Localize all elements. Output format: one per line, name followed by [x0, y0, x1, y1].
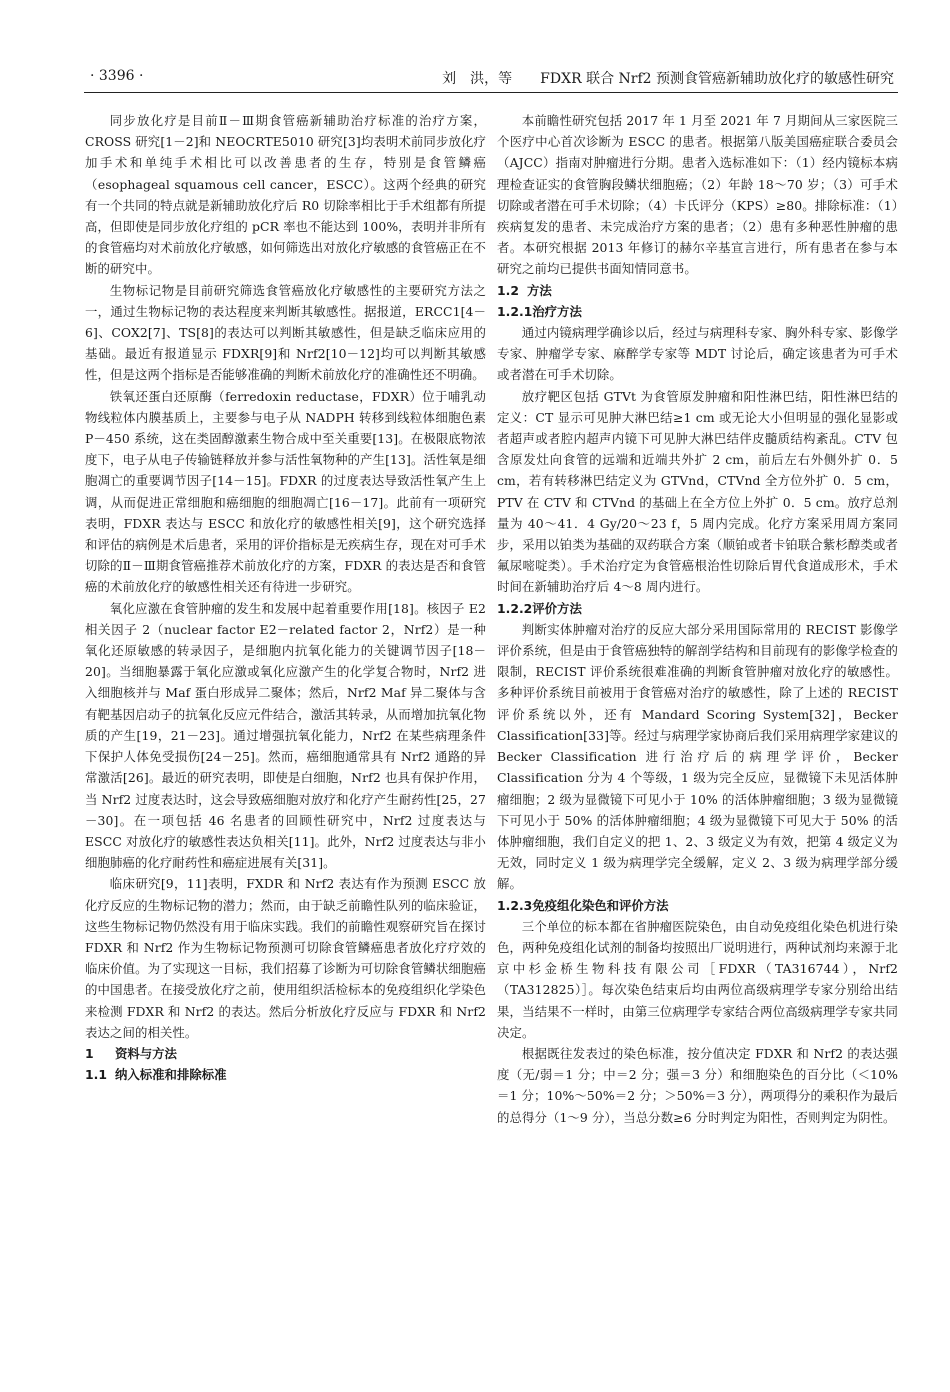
- subsubsection-number: 1.2.3: [497, 897, 533, 913]
- subsubsection-title: 免疫组化染色和评价方法: [532, 897, 669, 913]
- paragraph: 判断实体肿瘤对治疗的反应大部分采用国际常用的 RECIST 影像学评价系统，但是由于食管癌独特的解剖学结构和目前现有的影像学检查的限制，RECIST 评价系统很难准确的判断食管肿瘤对放化疗的敏感性。多种评价系统目前被用于食管癌对治疗的敏感性，除了上述的 RECIST 评价系统以外，还有 Mandard Scoring System[32]，Becker Classification[33]等。经过与病理学家协商后我们采用病理学家建议的 Becker Classification 进行治疗后的病理学评价，Becker Classification 分为 4 个等级，1 级为完全反应，显微镜下未见活体肿瘤细胞；2 级为显微镜下可见小于 10% 的活体肿瘤细胞；3 级为显微镜下可见小于 50% 的活体肿瘤细胞；4 级为显微镜下可见大于 50% 的活体肿瘤细胞，我们自定义的把 1、2、3 级定义为有效，把第 4 级定义为无效，同时定义 1 级为病理学完全缓解，定义 2、3 级为病理学部分缓解。: [497, 621, 898, 892]
- paragraph: 本前瞻性研究包括 2017 年 1 月至 2021 年 7 月期间从三家医院三个医疗中心首次诊断为 ESCC 的患者。根据第八版美国癌症联合委员会（AJCC）指南对肿瘤进行分期。患者入选标准如下：（1）经内镜标本病理检查证实的食管胸段鳞状细胞癌；（2）年龄 18～70 岁；（3）可手术切除或者潜在可手术切除；（4）卡氏评分（KPS）≥80。排除标准：（1）疾病复发的患者、未完成治疗方案的患者；（2）患有多种恶性肿瘤的患者。本研究根据 2013 年修订的赫尔辛基宣言进行，所有患者在参与本研究之前均已提供书面知情同意书。: [497, 113, 898, 277]
- subsection-title: 纳入标准和排除标准: [115, 1067, 227, 1083]
- subsubsection-number: 1.2.1: [497, 303, 533, 319]
- subsubsection-heading: [497, 301, 898, 322]
- subsection-title: 方法: [527, 282, 552, 298]
- section-heading: [85, 1043, 486, 1064]
- subsection-number: 1.2: [497, 282, 519, 298]
- subsubsection-number: 1.2.2: [497, 600, 533, 616]
- running-title: 刘 洪，等 FDXR 联合 Nrf2 预测食管癌新辅助放化疗的敏感性研究: [442, 71, 894, 87]
- subsection-heading: [85, 1064, 486, 1085]
- page-number: · 3396 ·: [90, 68, 144, 84]
- section-title: 资料与方法: [115, 1045, 177, 1061]
- left-column: [85, 110, 486, 1085]
- paragraph: 三个单位的标本都在省肿瘤医院染色，由自动免疫组化染色机进行染色，两种免疫组化试剂的制备均按照出厂说明进行，两种试剂均来源于北京中杉金桥生物科技有限公司［FDXR（TA316744），Nrf2（TA312825）］。每次染色结束后均由两位高级病理学专家分别给出结果，当结果不一样时，由第三位病理学专家结合两位高级病理学专家共同决定。: [497, 918, 898, 1040]
- right-column: [497, 110, 898, 1128]
- paragraph: 通过内镜病理学确诊以后，经过与病理科专家、胸外科专家、影像学专家、肿瘤学专家、麻醉学专家等 MDT 讨论后，确定该患者为可手术或者潜在可手术切除。: [497, 325, 898, 383]
- paragraph: 同步放化疗是目前Ⅱ－Ⅲ期食管癌新辅助治疗标准的治疗方案，CROSS 研究[1－2]和 NEOCRTE5010 研究[3]均表明术前同步放化疗加手术和单纯手术相比可以改善患者的生存，特别是食管鳞癌（esophageal squamous cell cancer，ESCC）。这两个经典的研究有一个共同的特点就是新辅助放化疗后 R0 切除率相比于手术组都有所提高，但即使是同步放化疗组的 pCR 率也不能达到 100%，表明并非所有的食管癌均对术前放化疗敏感，如何筛选出对放化疗敏感的食管癌正在不断的研究中。: [85, 113, 486, 277]
- section-number: 1: [85, 1045, 94, 1061]
- subsubsection-heading: [497, 895, 898, 916]
- paragraph: 放疗靶区包括 GTVt 为食管原发肿瘤和阳性淋巴结，阳性淋巴结的定义：CT 显示可见肿大淋巴结≥1 cm 或无论大小但明显的强化显影或者超声或者腔内超声内镜下可见肿大淋巴结伴皮髓质结构紊乱。CTV 包含原发灶向食管的远端和近端共外扩 2 cm，前后左右外侧外扩 0．5 cm，若有转移淋巴结定义为 GTVnd，CTVnd 全方位外扩 0．5 cm，PTV 在 CTV 和 CTVnd 的基础上在全方位上外扩 0．5 cm。放疗总剂量为 40～41．4 Gy/20～23 f，5 周内完成。化疗方案采用周方案同步，采用以铂类为基础的双药联合方案（顺铂或者卡铂联合紫杉醇类或者氟尿嘧啶类）。手术治疗定为食管癌根治性切除后胃代食道成形术，手术时间在新辅助治疗后 4～8 周内进行。: [497, 388, 898, 595]
- paragraph: 临床研究[9，11]表明，FXDR 和 Nrf2 表达有作为预测 ESCC 放化疗反应的生物标记物的潜力；然而，由于缺乏前瞻性队列的临床验证，这些生物标记物仍然没有用于临床实践。我们的前瞻性观察研究旨在探讨 FDXR 和 Nrf2 作为生物标记物预测可切除食管鳞癌患者放化疗疗效的临床价值。为了实现这一目标，我们招募了诊断为可切除食管鳞状细胞癌的中国患者。在接受放化疗之前，使用组织活检标本的免疫组织化学染色来检测 FDXR 和 Nrf2 的表达。然后分析放化疗反应与 FDXR 和 Nrf2 表达之间的相关性。: [85, 876, 486, 1040]
- paragraph: 铁氧还蛋白还原酶（ferredoxin reductase，FDXR）位于哺乳动物线粒体内膜基质上，主要参与电子从 NADPH 转移到线粒体细胞色素 P－450 系统，这在类固醇激素生物合成中至关重要[13]。在极限底物浓度下，电子从电子传输链释放并参与活性氧物种的产生[13]。活性氧是细胞凋亡的重要调节因子[14－15]。FDXR 的过度表达导致活性氧产生上调，从而促进正常细胞和癌细胞的细胞凋亡[16－17]。此前有一项研究表明，FDXR 表达与 ESCC 和放化疗的敏感性相关[9]，这个研究选择和评估的病例是术后患者，采用的评价指标是无疾病生存，现在对可手术切除的Ⅱ－Ⅲ期食管癌推荐术前放化疗的方案，FDXR 的表达是否和食管癌的术前放化疗的敏感性相关还有待进一步研究。: [85, 388, 486, 595]
- paragraph: 生物标记物是目前研究筛选食管癌放化疗敏感性的主要研究方法之一，通过生物标记物的表达程度来判断其敏感性。据报道，ERCC1[4－6]、COX2[7]、TS[8]的表达可以判断其敏感性，但是缺乏临床应用的基础。最近有报道显示 FDXR[9]和 Nrf2[10－12]均可以判断其敏感性，但是这两个指标是否能够准确的判断术前放化疗的准确性还不明确。: [85, 282, 486, 383]
- paragraph: 根据既往发表过的染色标准，按分值决定 FDXR 和 Nrf2 的表达强度（无/弱＝1 分；中＝2 分；强＝3 分）和细胞染色的百分比（＜10%＝1 分；10%～50%＝2 分；＞50%＝3 分），两项得分的乘积作为最后的总得分（1～9 分），当总分数≥6 分时判定为阳性，否则判定为阴性。: [497, 1045, 898, 1125]
- subsubsection-title: 评价方法: [532, 600, 582, 616]
- paragraph: 氧化应激在食管肿瘤的发生和发展中起着重要作用[18]。核因子 E2 相关因子 2（nuclear factor E2－related factor 2，Nrf2）是一种氧化还原敏感的转录因子，是细胞内抗氧化能力的关键调节因子[18－20]。当细胞暴露于氧化应激或氧化应激产生的化学复合物时，Nrf2 进入细胞核并与 Maf 蛋白形成异二聚体；然后，Nrf2 Maf 异二聚体与含有靶基因启动子的抗氧化反应元件结合，激活其转录，从而增加抗氧化物质的产生[19，21－23]。通过增强抗氧化能力，Nrf2 在某些病理条件下保护人体免受损伤[24－25]。然而，癌细胞通常具有 Nrf2 通路的异常激活[26]。最近的研究表明，即使是白细胞，Nrf2 也具有保护作用，当 Nrf2 过度表达时，这会导致癌细胞对放疗和化疗产生耐药性[25，27－30]。在一项包括 46 名患者的回顾性研究中，Nrf2 过度表达与 ESCC 对放化疗的敏感性表达负相关[11]。此外，Nrf2 过度表达与非小细胞肺癌的化疗耐药性和癌症进展有关[31]。: [85, 600, 486, 871]
- subsection-number: 1.1: [85, 1067, 107, 1083]
- subsubsection-title: 治疗方法: [532, 303, 582, 319]
- subsubsection-heading: [497, 598, 898, 619]
- subsection-heading: [497, 280, 898, 301]
- running-header: [84, 66, 898, 93]
